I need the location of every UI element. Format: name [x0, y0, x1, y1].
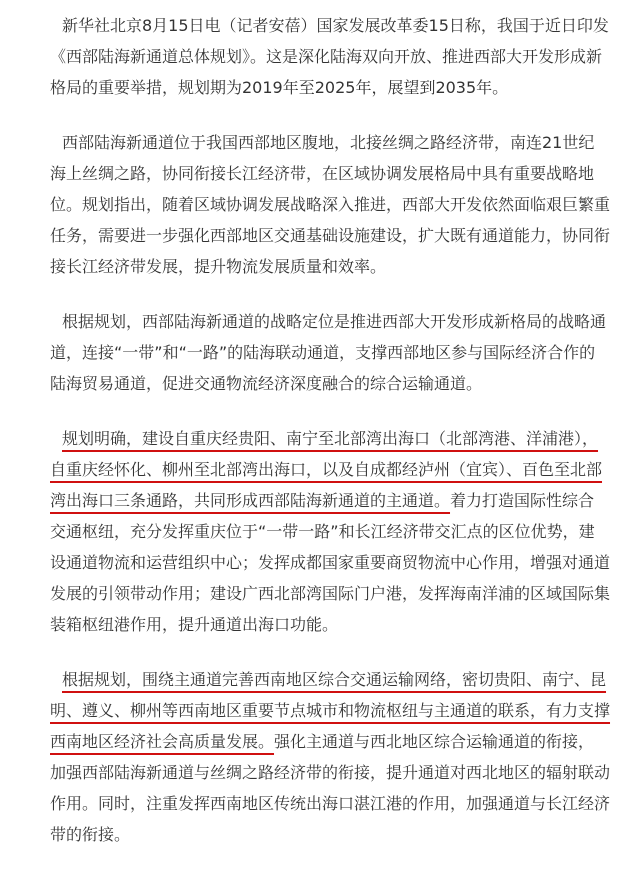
paragraph-4	[50, 423, 610, 640]
paragraph-3-text: 根据规划，西部陆海新通道的战略定位是推进西部大开发形成新格局的战略通道，连接“一带”和“一路”的陆海联动通道，支撑西部地区参与国际经济合作的陆海贸易通道，促进交通物流经济深度融合的综合运输通道。	[50, 312, 607, 393]
paragraph-3	[50, 306, 610, 399]
paragraph-4-text: 着力打造国际性综合交通枢纽，充分发挥重庆位于“一带一路”和长江经济带交汇点的区位优势，建设通道物流和运营组织中心；发挥成都国家重要商贸物流中心作用，增强对通道发展的引领带动作用；建设广西北部湾国际门户港，发挥海南洋浦的区域国际集装箱枢纽港作用，提升通道出海口功能。	[50, 491, 611, 634]
paragraph-1	[50, 10, 610, 103]
paragraph-2-text: 西部陆海新通道位于我国西部地区腹地，北接丝绸之路经济带，南连21世纪海上丝绸之路，协同衔接长江经济带，在区域协调发展格局中具有重要战略地位。规划指出，随着区域协调发展战略深入推进，西部大开发依然面临艰巨繁重任务，需要进一步强化西部地区交通基础设施建设，扩大既有通道能力，协同衔接长江经济带发展，提升物流发展质量和效率。	[50, 133, 611, 276]
paragraph-4-underlined-text: 规划明确，建设自重庆经贵阳、南宁至北部湾出海口（北部湾港、洋浦港），自重庆经怀化、柳州至北部湾出海口，以及自成都经泸州（宜宾）、百色至北部湾出海口三条通路，共同形成西部陆海新通道的主通道。	[50, 429, 603, 510]
news-article	[50, 10, 610, 874]
paragraph-1-text: 新华社北京8月15日电（记者安蓓）国家发展改革委15日称，我国于近日印发《西部陆海新通道总体规划》。这是深化陆海双向开放、推进西部大开发形成新格局的重要举措，规划期为2019年至2025年，展望到2035年。	[50, 16, 609, 97]
paragraph-5-text: 强化主通道与西北地区综合运输通道的衔接，加强西部陆海新通道与丝绸之路经济带的衔接，提升通道对西北地区的辐射联动作用。同时，注重发挥西南地区传统出海口湛江港的作用，加强通道与长江经济带的衔接。	[50, 732, 611, 844]
paragraph-5	[50, 664, 610, 850]
paragraph-2	[50, 127, 610, 282]
paragraph-5-underlined-text: 根据规划，围绕主通道完善西南地区综合交通运输网络，密切贵阳、南宁、昆明、遵义、柳州等西南地区重要节点城市和物流枢纽与主通道的联系，有力支撑西南地区经济社会高质量发展。	[50, 670, 611, 751]
